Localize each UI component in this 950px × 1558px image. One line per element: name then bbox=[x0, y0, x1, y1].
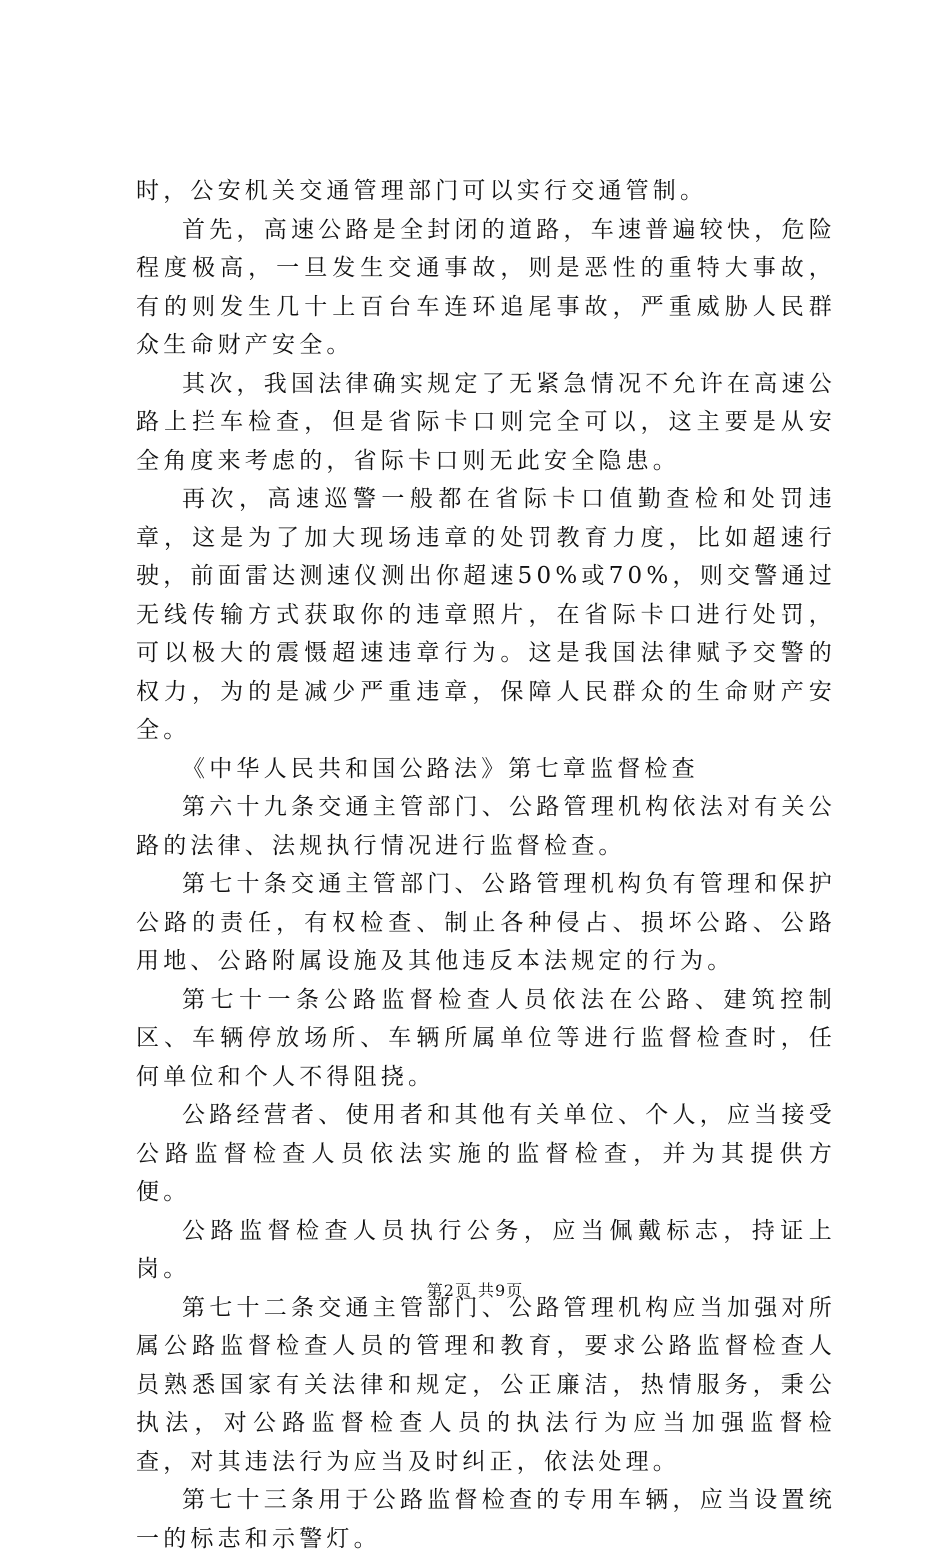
paragraph: 首先，高速公路是全封闭的道路，车速普遍较快，危险程度极高，一旦发生交通事故，则是恶性的重特大事故，有的则发生几十上百台车连环追尾事故，严重威胁人民群众生命财产安全。 bbox=[136, 216, 836, 358]
paragraph: 再次，高速巡警一般都在省际卡口值勤查检和处罚违章，这是为了加大现场违章的处罚教育力度，比如超速行驶，前面雷达测速仪测出你超速50%或70%，则交警通过无线传输方式获取你的违章照片，在省际卡口进行处罚，可以极大的震慑超速违章行为。这是我国法律赋予交警的权力，为的是减少严重违章，保障人民群众的生命财产安全。 bbox=[136, 486, 836, 743]
article-paragraph: 第六十九条交通主管部门、公路管理机构依法对有关公路的法律、法规执行情况进行监督检查。 bbox=[136, 794, 836, 859]
paragraph: 公路监督检查人员执行公务，应当佩戴标志，持证上岗。 bbox=[136, 1217, 836, 1282]
article-paragraph: 第七十二条交通主管部门、公路管理机构应当加强对所属公路监督检查人员的管理和教育，要求公路监督检查人员熟悉国家有关法律和规定，公正廉洁，热情服务，秉公执法，对公路监督检查人员的执法行为应当加强监督检查，对其违法行为应当及时纠正，依法处理。 bbox=[136, 1294, 836, 1475]
section-heading: 《中华人民共和国公路法》第七章监督检查 bbox=[182, 755, 699, 782]
paragraph: 时，公安机关交通管理部门可以实行交通管制。 bbox=[136, 178, 708, 204]
paragraph: 公路经营者、使用者和其他有关单位、个人，应当接受公路监督检查人员依法实施的监督检查，并为其提供方便。 bbox=[136, 1102, 836, 1205]
article-paragraph: 第七十条交通主管部门、公路管理机构负有管理和保护公路的责任，有权检查、制止各种侵占、损坏公路、公路用地、公路附属设施及其他违反本法规定的行为。 bbox=[136, 871, 836, 974]
paragraph: 其次，我国法律确实规定了无紧急情况不允许在高速公路上拦车检查，但是省际卡口则完全可以，这主要是从安全角度来考虑的，省际卡口则无此安全隐患。 bbox=[136, 370, 836, 474]
article-paragraph: 第七十一条公路监督检查人员依法在公路、建筑控制区、车辆停放场所、车辆所属单位等进行监督检查时，任何单位和个人不得阻挠。 bbox=[136, 986, 836, 1090]
page-number-footer: 第2页 共9页 bbox=[426, 1281, 524, 1300]
document-body bbox=[136, 172, 836, 1558]
article-paragraph: 第七十三条用于公路监督检查的专用车辆，应当设置统一的标志和示警灯。 bbox=[136, 1487, 836, 1552]
